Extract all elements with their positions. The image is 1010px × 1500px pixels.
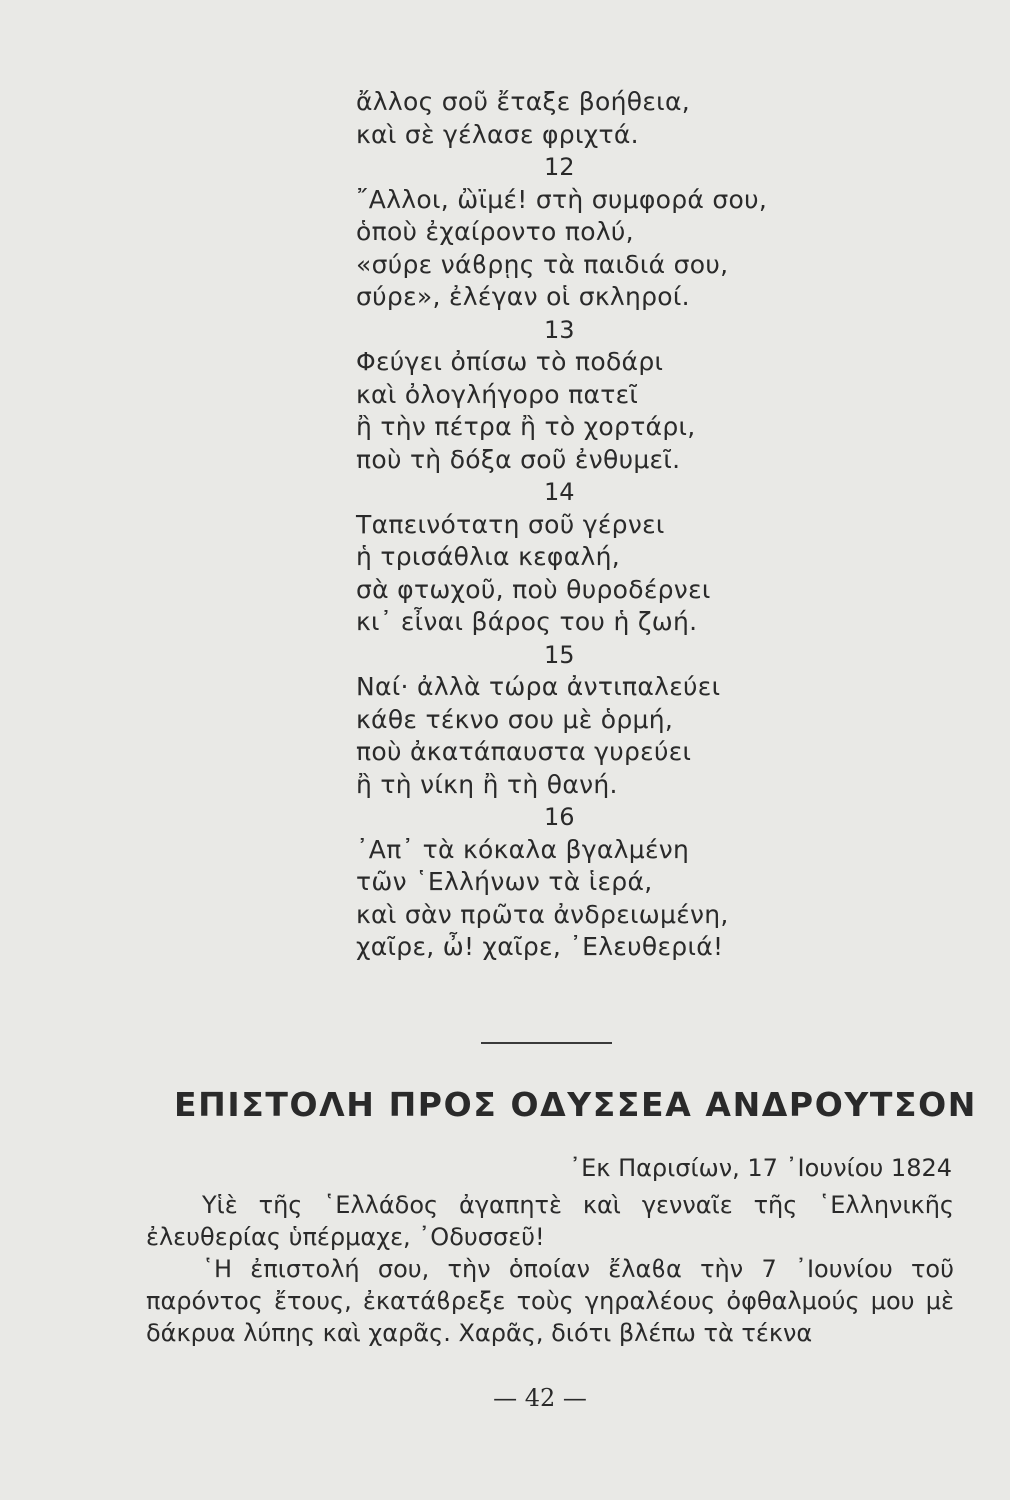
letter-title: ΕΠΙΣΤΟΛΗ ΠΡΟΣ ΟΔΥΣΣΕΑ ΑΝΔΡΟΥΤΣΟΝ <box>174 1085 977 1124</box>
letter-paragraph: Υἱὲ τῆς ῾Ελλάδος ἀγαπητὲ καὶ γενναῖε τῆς ῾Ελληνικῆς ἐλευθερίας ὑπέρμαχε, ᾽Οδυσσεῦ! <box>146 1191 954 1251</box>
stanza-number: 16 <box>544 803 575 831</box>
letter-dateline: ᾽Εκ Παρισίων, 17 ᾽Ιουνίου 1824 <box>569 1154 952 1182</box>
poem-line: ποὺ τὴ δόξα σοῦ ἐνθυμεῖ. <box>356 444 681 474</box>
poem-line: ἢ τὴν πέτρα ἢ τὸ χορτάρι, <box>356 412 696 441</box>
poem-line: ὁποὺ ἐχαίροντο πολύ, <box>356 217 634 246</box>
poem-line: Φεύγει ὀπίσω τὸ ποδάρι <box>356 347 664 376</box>
poem-line: ἄλλος σοῦ ἔταξε βοήθεια, <box>356 87 690 116</box>
letter-paragraph: ῾Η ἐπιστολή σου, τὴν ὁποίαν ἔλαϐα τὴν 7 ᾽Ιουνίου τοῦ παρόντος ἔτους, ἐκατάϐρεξε τοὺς γηραλέους ὀφθαλμούς μου μὲ δάκρυα λύπης καὶ χαρᾶς. Χαρᾶς, διότι βλέπω τὰ τέκνα <box>146 1255 954 1347</box>
stanza-number: 15 <box>544 640 575 669</box>
poem-line: ῎Αλλοι, ὢϊμέ! στὴ συμφορά σου, <box>356 184 768 214</box>
poem-line: καὶ σὰν πρῶτα ἀνδρειωμένη, <box>356 899 729 929</box>
poem-line: κι᾽ εἶναι βάρος του ἡ ζωή. <box>356 607 698 636</box>
poem-line: Ταπεινότατη σοῦ γέρνει <box>356 509 665 539</box>
stanza-number: 12 <box>544 153 575 181</box>
section-divider <box>481 1042 612 1044</box>
poem-line: σύρε», ἐλέγαν οἱ σκληροί. <box>356 282 690 311</box>
poem-line: τῶν ῾Ελλήνων τὰ ἱερά, <box>356 867 653 896</box>
poem-line: Ναί· ἀλλὰ τώρα ἀντιπαλεύει <box>356 672 721 701</box>
poem-line: ᾽Απ᾽ τὰ κόκαλα βγαλμένη <box>356 834 690 864</box>
poem-line: σὰ φτωχοῦ, ποὺ θυροδέρνει <box>356 574 711 604</box>
poem-line: ἢ τὴ νίκη ἢ τὴ θανή. <box>356 769 618 799</box>
poem-line: ποὺ ἀκατάπαυστα γυρεύει <box>356 737 692 766</box>
stanza-number: 13 <box>544 315 575 344</box>
poem-line: «σύρε νάϐρῃς τὰ παιδιά σου, <box>356 249 729 279</box>
poem-line: χαῖρε, ὦ! χαῖρε, ᾽Ελευθεριά! <box>356 932 724 961</box>
poem-line: καὶ σὲ γέλασε φριχτά. <box>356 119 639 149</box>
letter-body <box>146 1189 954 1349</box>
poem-line: ἡ τρισάθλια κεφαλή, <box>356 542 620 571</box>
stanza-number: 14 <box>544 478 575 506</box>
poem-line: κάθε τέκνο σου μὲ ὁρμή, <box>356 704 674 734</box>
poem <box>356 86 816 964</box>
page-number: — 42 — <box>493 1384 587 1412</box>
poem-line: καὶ ὀλογλήγορο πατεῖ <box>356 379 639 409</box>
